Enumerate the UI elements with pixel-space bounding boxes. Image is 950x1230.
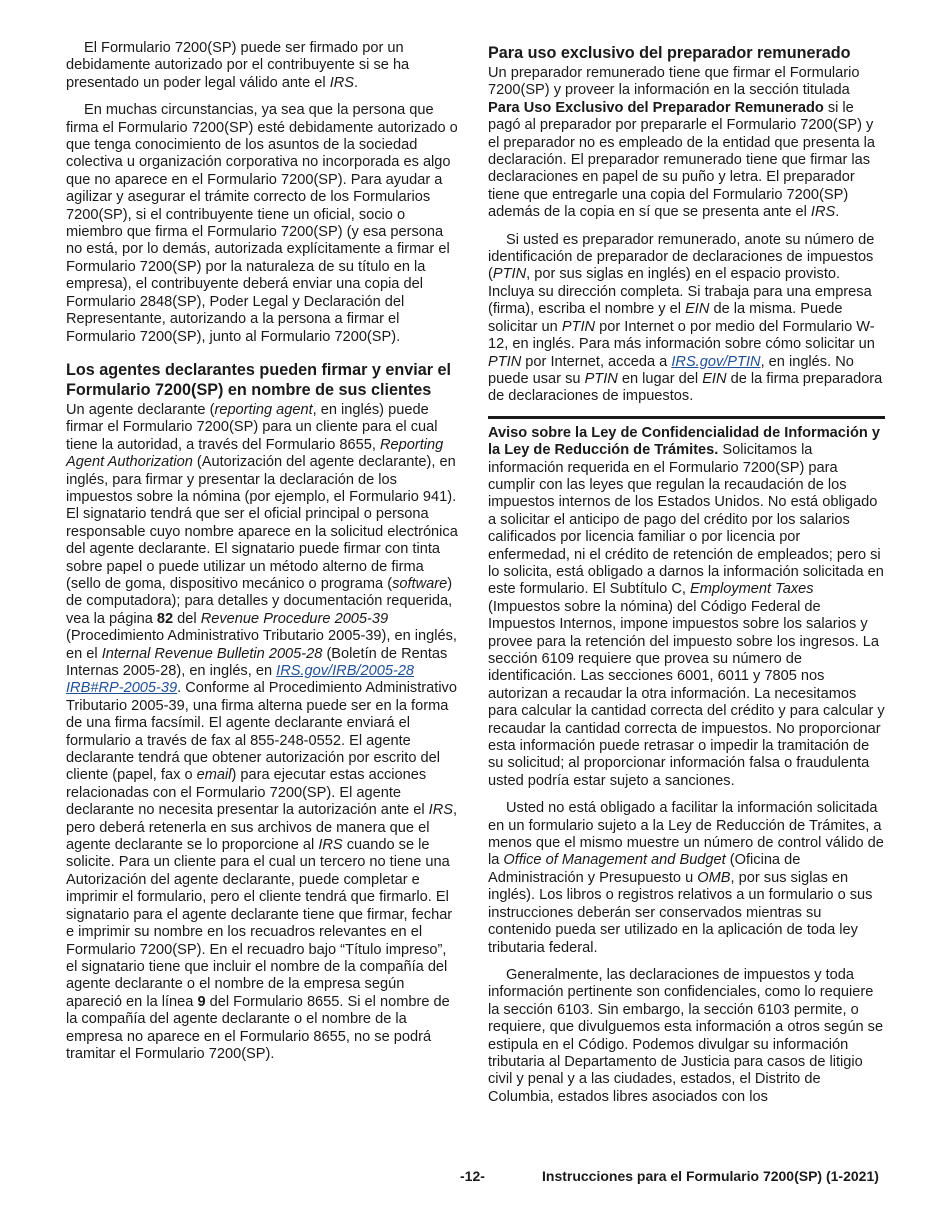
paragraph-paid-preparer: Un preparador remunerado tiene que firmar el Formulario 7200(SP) y proveer la información en la sección titulada Para Uso Exclusivo del Preparador Remunerado si le pagó al preparador por prepararle el Formulario 7200(SP) y el preparador no es empleado de la entidad que presenta la declaración. El preparador remunerado tiene que firmar las declaraciones en papel de su puño y letra. El preparador tiene que entregarle una copia del Formulario 7200(SP) además de la copia en sí que se presenta ante el IRS. bbox=[488, 65, 876, 221]
footer-title: Instrucciones para el Formulario 7200(SP) (1-2021) bbox=[542, 1168, 879, 1184]
page-number: -12- bbox=[460, 1168, 485, 1184]
heading-reporting-agents: Los agentes declarantes pueden firmar y enviar el Formulario 7200(SP) en nombre de sus clientes bbox=[66, 360, 452, 399]
paragraph-circumstances: En muchas circunstancias, ya sea que la persona que firma el Formulario 7200(SP) esté debidamente autorizado o que tenga conocimiento de los asuntos de la sociedad colectiva u organización corporativa no incorporada es algo que no aparece en el Formulario 7200(SP). Para ayudar a agilizar y asegurar el trámite correcto de los Formularios 7200(SP), si el contribuyente tiene un oficial, socio o miembro que firma el Formulario 7200(SP) (y esa persona no está, por lo demás, autorizada explícitamente a firmar el Formulario 7200(SP) por la naturaleza de su título en la empresa), el contribuyente deberá enviar una copia del Formulario 2848(SP), Poder Legal y Declaración del Representante, autorizando a la persona a firmar el Formulario 7200(SP), junto al Formulario 7200(SP). bbox=[66, 102, 458, 345]
ptin-link[interactable]: IRS.gov/PTIN bbox=[671, 353, 761, 370]
right-column bbox=[488, 40, 885, 1116]
paragraph-ptin: Si usted es preparador remunerado, anote su número de identificación de preparador de declaraciones de impuestos (PTIN, por sus siglas en inglés) en el espacio provisto. Incluya su dirección completa. Si trabaja para una empresa (firma), escriba el nombre y el EIN de la misma. Puede solicitar un PTIN por Internet o por medio del Formulario W-12, en inglés. Para más información sobre cómo solicitar un PTIN por Internet, acceda a IRS.gov/PTIN, en inglés. No puede usar su PTIN en lugar del EIN de la firma preparadora de declaraciones de impuestos. bbox=[488, 231, 883, 405]
left-column bbox=[66, 40, 461, 1073]
irb-link[interactable]: IRS.gov/IRB/2005-28 IRB#RP-2005-39 bbox=[66, 663, 415, 697]
paragraph-privacy-act-notice: Aviso sobre la Ley de Confidencialidad de Información y la Ley de Reducción de Trámites. Solicitamos la información requerida en el Formulario 7200(SP) para cumplir con las leyes que regulan la recaudación de los impuestos internos de los Estados Unidos. No está obligado a solicitar el anticipo de pago del crédito por los salarios calificados por licencia familiar o por licencia por enfermedad, ni el crédito de retención de empleados; pero si lo solicita, está obligado a darnos la información solicitada en este formulario. El Subtítulo C, Employment Taxes (Impuestos sobre la nómina) del Código Federal de Impuestos Internos, impone impuestos sobre los salarios y provee para la retención del impuesto sobre los ingresos. La sección 6109 requiere que provea su número de identificación. Las secciones 6001, 6011 y 7805 nos autorizan a recaudar la otra información. La necesitamos para calcular la cantidad correcta del crédito y para calcular y recaudar la cantidad correcta de impuestos. No proporcionar esta información puede retrasar o impedir la tramitación de su solicitud; al proporcionar información falsa o fraudulenta usted podría estar sujeto a sanciones. bbox=[488, 424, 885, 789]
paragraph-confidentiality: Generalmente, las declaraciones de impuestos y toda información pertinente son confidenciales, como lo requiere la sección 6103. Sin embargo, la sección 6103 permite, o requiere, que divulguemos esta información a otros según se estipula en el Código. Podemos divulgar su información tributaria al Departamento de Justicia para casos de litigio civil y penal y a las ciudades, estados, el Distrito de Columbia, estados libres asociados con los bbox=[488, 966, 884, 1105]
paragraph-signing-authorization: El Formulario 7200(SP) puede ser firmado por un debidamente autorizado por el contribuyente si se ha presentado un poder legal válido ante el IRS. bbox=[66, 40, 410, 91]
paragraph-omb: Usted no está obligado a facilitar la información solicitada en un formulario sujeto a la Ley de Reducción de Trámites, a menos que el mismo muestre un número de control válido de la Office of Management and Budget (Oficina de Administración y Presupuesto u OMB, por sus siglas en inglés). Los libros o registros relativos a un formulario o sus instrucciones deberán ser conservados mientras su contenido pueda ser utilizado en la aplicación de toda ley tributaria federal. bbox=[488, 800, 884, 956]
section-divider bbox=[488, 416, 885, 419]
heading-paid-preparer: Para uso exclusivo del preparador remunerado bbox=[488, 44, 851, 62]
paragraph-reporting-agent: Un agente declarante (reporting agent, en inglés) puede firmar el Formulario 7200(SP) para un cliente para el cual tiene la autoridad, a través del Formulario 8655, Reporting Agent Authorization (Autorización del agente declarante), en inglés, para firmar y presentar la declaración de los impuestos sobre la nómina (por ejemplo, el Formulario 941). El signatario tendrá que ser el oficial principal o persona responsable cuyo nombre aparece en la solicitud electrónica del agente declarante. El signatario puede firmar con tinta sobre papel o puede utilizar un método alterno de firma (sello de goma, dispositivo mecánico o programa (software) de computadora); para detalles y documentación requerida, vea la página 82 del Revenue Procedure 2005-39 (Procedimiento Administrativo Tributario 2005-39), en inglés, en el Internal Revenue Bulletin 2005-28 (Boletín de Rentas Internas 2005-28), en inglés, en IRS.gov/IRB/2005-28 IRB#RP-2005-39. Conforme al Procedimiento Administrativo Tributario 2005-39, una firma alterna puede ser en la forma de una firma facsímil. El agente declarante enviará el formulario a través de fax al 855-248-0552. El agente declarante tendrá que obtener autorización por escrito del cliente (papel, fax o email) para ejecutar estas acciones relacionadas con el Formulario 7200(SP). El agente declarante no necesita presentar la autorización ante el IRS, pero deberá retenerla en sus archivos de manera que el agente declarante se lo proporcione al IRS cuando se le solicite. Para un cliente para el cual un tercero no tiene una Autorización del agente declarante, puede completar e imprimir el formulario, pero el cliente tendrá que firmarlo. El signatario para el agente declarante tiene que firmar, fechar e imprimir su nombre en los recuadros relevantes en el Formulario 7200(SP). En el recuadro bajo “Título impreso”, el signatario tiene que incluir el nombre de la compañía del agente declarante o el nombre de la empresa según apareció en la línea 9 del Formulario 8655. Si el nombre de la compañía del agente declarante o el nombre de la empresa no aparece en el Formulario 8655, no se podrá tramitar el Formulario 7200(SP). bbox=[66, 401, 458, 1062]
